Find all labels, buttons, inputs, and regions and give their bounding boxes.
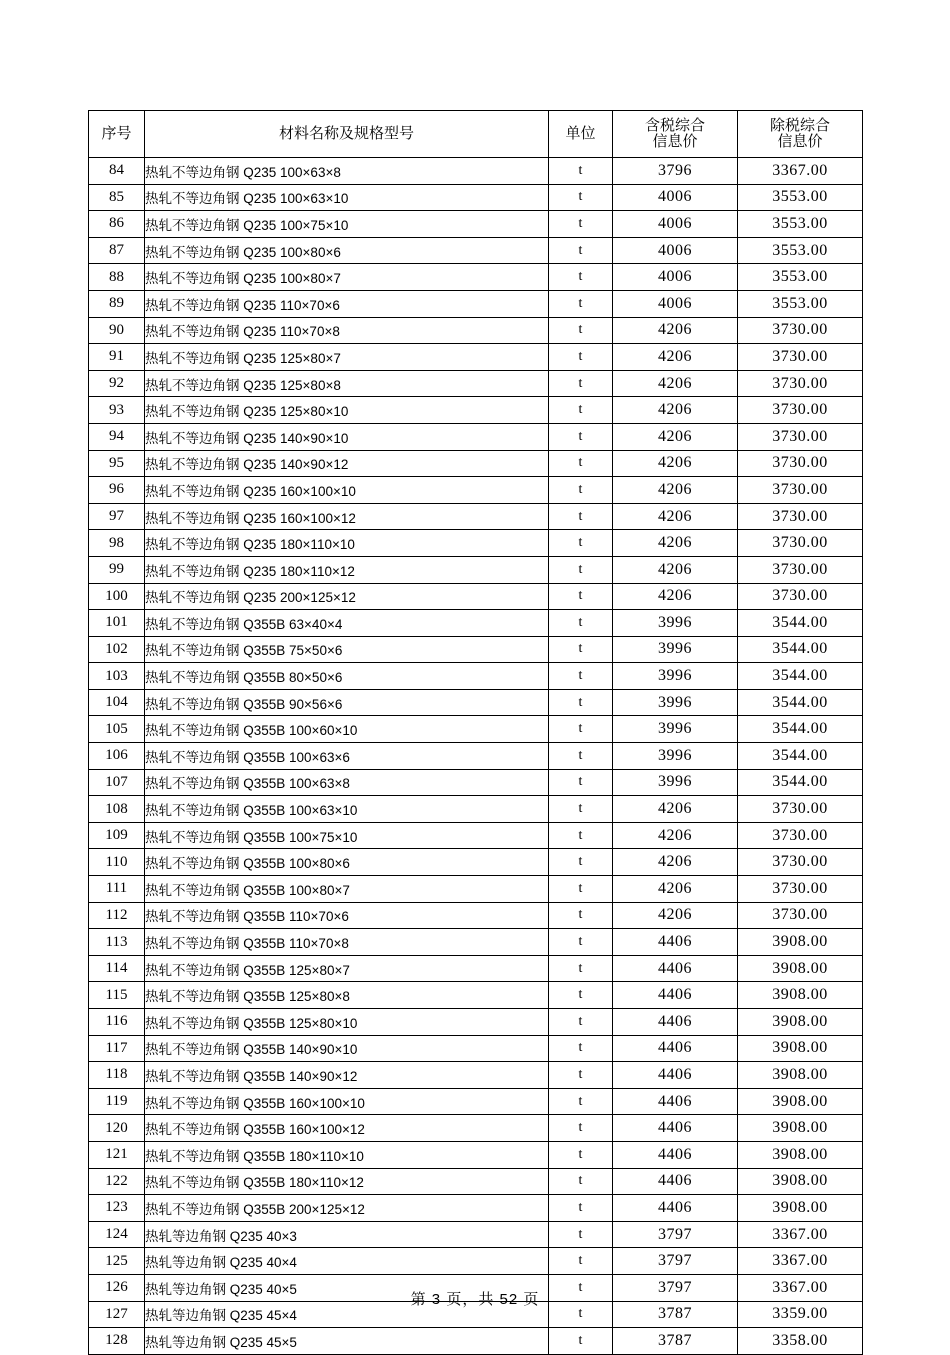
cell-seq: 124	[89, 1221, 145, 1248]
cell-material-name: 热轧不等边角钢 Q355B 75×50×6	[145, 636, 549, 663]
cell-price-with-tax: 4406	[613, 1035, 738, 1062]
cell-material-name: 热轧不等边角钢 Q235 125×80×8	[145, 370, 549, 397]
cell-seq: 100	[89, 583, 145, 610]
table-row	[89, 158, 863, 185]
cell-price-without-tax: 3730.00	[738, 902, 863, 929]
cell-seq: 101	[89, 610, 145, 637]
table-row	[89, 1009, 863, 1036]
cell-price-with-tax: 4206	[613, 849, 738, 876]
cell-seq: 115	[89, 982, 145, 1009]
cell-unit: t	[549, 743, 613, 770]
cell-unit: t	[549, 663, 613, 690]
cell-price-with-tax: 4406	[613, 1168, 738, 1195]
cell-seq: 120	[89, 1115, 145, 1142]
cell-seq: 105	[89, 716, 145, 743]
table-header	[89, 111, 863, 158]
cell-price-without-tax: 3730.00	[738, 530, 863, 557]
cell-price-without-tax: 3367.00	[738, 1248, 863, 1275]
cell-seq: 126	[89, 1274, 145, 1301]
cell-price-without-tax: 3544.00	[738, 663, 863, 690]
cell-material-name: 热轧不等边角钢 Q355B 140×90×12	[145, 1062, 549, 1089]
table-row	[89, 1088, 863, 1115]
table-row	[89, 237, 863, 264]
cell-unit: t	[549, 1301, 613, 1328]
cell-unit: t	[549, 397, 613, 424]
cell-unit: t	[549, 822, 613, 849]
cell-material-name: 热轧不等边角钢 Q235 160×100×12	[145, 503, 549, 530]
cell-price-without-tax: 3908.00	[738, 1115, 863, 1142]
cell-material-name: 热轧不等边角钢 Q355B 125×80×7	[145, 955, 549, 982]
cell-price-with-tax: 4206	[613, 822, 738, 849]
cell-price-with-tax: 3996	[613, 716, 738, 743]
cell-unit: t	[549, 423, 613, 450]
cell-price-without-tax: 3553.00	[738, 264, 863, 291]
cell-price-with-tax: 3797	[613, 1221, 738, 1248]
cell-price-without-tax: 3730.00	[738, 423, 863, 450]
cell-unit: t	[549, 1009, 613, 1036]
cell-seq: 88	[89, 264, 145, 291]
table-row	[89, 1248, 863, 1275]
table-row	[89, 982, 863, 1009]
cell-unit: t	[549, 1328, 613, 1355]
table-row	[89, 556, 863, 583]
cell-price-without-tax: 3908.00	[738, 1088, 863, 1115]
cell-unit: t	[549, 477, 613, 504]
cell-price-with-tax: 4406	[613, 1141, 738, 1168]
table-row	[89, 902, 863, 929]
cell-price-without-tax: 3908.00	[738, 1062, 863, 1089]
cell-unit: t	[549, 556, 613, 583]
cell-price-with-tax: 4206	[613, 503, 738, 530]
cell-price-with-tax: 4206	[613, 902, 738, 929]
table-header-row	[89, 111, 863, 158]
cell-price-with-tax: 4406	[613, 1009, 738, 1036]
material-price-table	[88, 110, 863, 1355]
cell-material-name: 热轧不等边角钢 Q235 100×80×7	[145, 264, 549, 291]
cell-price-with-tax: 4206	[613, 344, 738, 371]
cell-price-without-tax: 3730.00	[738, 876, 863, 903]
cell-unit: t	[549, 1141, 613, 1168]
table-row	[89, 955, 863, 982]
cell-seq: 97	[89, 503, 145, 530]
table-row	[89, 450, 863, 477]
cell-seq: 87	[89, 237, 145, 264]
cell-unit: t	[549, 158, 613, 185]
cell-seq: 114	[89, 955, 145, 982]
cell-material-name: 热轧不等边角钢 Q235 140×90×10	[145, 423, 549, 450]
cell-seq: 99	[89, 556, 145, 583]
cell-price-without-tax: 3544.00	[738, 636, 863, 663]
cell-seq: 102	[89, 636, 145, 663]
cell-seq: 93	[89, 397, 145, 424]
cell-seq: 95	[89, 450, 145, 477]
cell-unit: t	[549, 689, 613, 716]
cell-price-with-tax: 4006	[613, 211, 738, 238]
table-row	[89, 1168, 863, 1195]
cell-unit: t	[549, 290, 613, 317]
cell-unit: t	[549, 1274, 613, 1301]
cell-unit: t	[549, 1035, 613, 1062]
table-row	[89, 1062, 863, 1089]
cell-seq: 121	[89, 1141, 145, 1168]
cell-material-name: 热轧不等边角钢 Q235 200×125×12	[145, 583, 549, 610]
cell-price-with-tax: 4206	[613, 317, 738, 344]
cell-seq: 85	[89, 184, 145, 211]
cell-material-name: 热轧不等边角钢 Q235 100×80×6	[145, 237, 549, 264]
table-row	[89, 290, 863, 317]
cell-price-with-tax: 4406	[613, 1088, 738, 1115]
cell-unit: t	[549, 1115, 613, 1142]
table-row	[89, 849, 863, 876]
cell-price-with-tax: 3996	[613, 636, 738, 663]
cell-price-with-tax: 4206	[613, 796, 738, 823]
cell-seq: 96	[89, 477, 145, 504]
cell-price-without-tax: 3730.00	[738, 796, 863, 823]
cell-price-without-tax: 3544.00	[738, 743, 863, 770]
table-row	[89, 743, 863, 770]
cell-material-name: 热轧不等边角钢 Q355B 125×80×10	[145, 1009, 549, 1036]
cell-material-name: 热轧等边角钢 Q235 45×5	[145, 1328, 549, 1355]
cell-price-with-tax: 3797	[613, 1274, 738, 1301]
cell-price-with-tax: 4206	[613, 423, 738, 450]
price-table-container	[88, 110, 862, 1355]
cell-seq: 123	[89, 1195, 145, 1222]
table-row	[89, 397, 863, 424]
table-row	[89, 211, 863, 238]
cell-seq: 106	[89, 743, 145, 770]
cell-seq: 92	[89, 370, 145, 397]
cell-unit: t	[549, 796, 613, 823]
cell-seq: 91	[89, 344, 145, 371]
cell-price-without-tax: 3544.00	[738, 610, 863, 637]
table-row	[89, 769, 863, 796]
cell-material-name: 热轧不等边角钢 Q355B 125×80×8	[145, 982, 549, 1009]
cell-seq: 107	[89, 769, 145, 796]
cell-material-name: 热轧不等边角钢 Q235 100×75×10	[145, 211, 549, 238]
cell-price-with-tax: 4206	[613, 583, 738, 610]
cell-unit: t	[549, 370, 613, 397]
cell-price-without-tax: 3908.00	[738, 1195, 863, 1222]
table-row	[89, 610, 863, 637]
cell-material-name: 热轧不等边角钢 Q355B 180×110×12	[145, 1168, 549, 1195]
cell-unit: t	[549, 1221, 613, 1248]
cell-price-with-tax: 4206	[613, 477, 738, 504]
cell-unit: t	[549, 530, 613, 557]
cell-price-with-tax: 4006	[613, 290, 738, 317]
cell-price-with-tax: 3797	[613, 1248, 738, 1275]
cell-price-with-tax: 4006	[613, 264, 738, 291]
cell-price-without-tax: 3908.00	[738, 1035, 863, 1062]
cell-seq: 84	[89, 158, 145, 185]
table-row	[89, 344, 863, 371]
table-row	[89, 317, 863, 344]
cell-material-name: 热轧不等边角钢 Q355B 80×50×6	[145, 663, 549, 690]
cell-material-name: 热轧不等边角钢 Q355B 100×80×6	[145, 849, 549, 876]
cell-unit: t	[549, 876, 613, 903]
cell-unit: t	[549, 1088, 613, 1115]
cell-material-name: 热轧不等边角钢 Q235 110×70×6	[145, 290, 549, 317]
cell-price-without-tax: 3553.00	[738, 184, 863, 211]
cell-price-with-tax: 4006	[613, 184, 738, 211]
cell-material-name: 热轧不等边角钢 Q235 180×110×12	[145, 556, 549, 583]
column-header-seq: 序号	[89, 111, 145, 158]
cell-seq: 94	[89, 423, 145, 450]
cell-material-name: 热轧不等边角钢 Q235 140×90×12	[145, 450, 549, 477]
cell-price-without-tax: 3730.00	[738, 317, 863, 344]
header-without-tax-line2: 信息价	[777, 133, 823, 150]
table-row	[89, 876, 863, 903]
cell-price-without-tax: 3908.00	[738, 1009, 863, 1036]
table-row	[89, 477, 863, 504]
header-with-tax-line2: 信息价	[652, 133, 698, 150]
cell-price-without-tax: 3730.00	[738, 477, 863, 504]
cell-price-without-tax: 3730.00	[738, 370, 863, 397]
cell-price-without-tax: 3553.00	[738, 237, 863, 264]
cell-unit: t	[549, 955, 613, 982]
cell-price-with-tax: 3996	[613, 610, 738, 637]
table-row	[89, 689, 863, 716]
cell-material-name: 热轧等边角钢 Q235 40×5	[145, 1274, 549, 1301]
cell-price-with-tax: 4206	[613, 397, 738, 424]
cell-material-name: 热轧等边角钢 Q235 40×4	[145, 1248, 549, 1275]
cell-seq: 128	[89, 1328, 145, 1355]
cell-material-name: 热轧不等边角钢 Q355B 180×110×10	[145, 1141, 549, 1168]
cell-unit: t	[549, 184, 613, 211]
cell-seq: 86	[89, 211, 145, 238]
cell-price-without-tax: 3553.00	[738, 290, 863, 317]
column-header-price-without-tax	[738, 111, 863, 158]
cell-unit: t	[549, 982, 613, 1009]
cell-price-with-tax: 4206	[613, 556, 738, 583]
cell-unit: t	[549, 902, 613, 929]
cell-price-without-tax: 3544.00	[738, 689, 863, 716]
cell-material-name: 热轧不等边角钢 Q235 160×100×10	[145, 477, 549, 504]
cell-unit: t	[549, 849, 613, 876]
cell-seq: 110	[89, 849, 145, 876]
cell-material-name: 热轧不等边角钢 Q355B 100×63×6	[145, 743, 549, 770]
cell-unit: t	[549, 211, 613, 238]
cell-price-with-tax: 4406	[613, 1062, 738, 1089]
cell-price-with-tax: 4406	[613, 1115, 738, 1142]
cell-material-name: 热轧不等边角钢 Q235 125×80×10	[145, 397, 549, 424]
cell-material-name: 热轧不等边角钢 Q355B 90×56×6	[145, 689, 549, 716]
cell-price-with-tax: 3996	[613, 689, 738, 716]
cell-seq: 89	[89, 290, 145, 317]
cell-price-with-tax: 4406	[613, 982, 738, 1009]
cell-unit: t	[549, 264, 613, 291]
cell-price-with-tax: 4406	[613, 955, 738, 982]
cell-seq: 98	[89, 530, 145, 557]
cell-price-without-tax: 3367.00	[738, 1274, 863, 1301]
cell-price-without-tax: 3908.00	[738, 1141, 863, 1168]
cell-seq: 108	[89, 796, 145, 823]
table-row	[89, 929, 863, 956]
cell-seq: 119	[89, 1088, 145, 1115]
column-header-unit: 单位	[549, 111, 613, 158]
cell-unit: t	[549, 769, 613, 796]
cell-seq: 111	[89, 876, 145, 903]
cell-material-name: 热轧不等边角钢 Q355B 100×75×10	[145, 822, 549, 849]
cell-price-without-tax: 3730.00	[738, 556, 863, 583]
table-row	[89, 796, 863, 823]
cell-price-with-tax: 3996	[613, 769, 738, 796]
page-footer: 第 3 页，共 52 页	[410, 1291, 540, 1308]
cell-price-without-tax: 3730.00	[738, 397, 863, 424]
cell-price-with-tax: 4406	[613, 1195, 738, 1222]
cell-material-name: 热轧等边角钢 Q235 45×4	[145, 1301, 549, 1328]
cell-seq: 117	[89, 1035, 145, 1062]
table-body	[89, 158, 863, 1355]
column-header-name: 材料名称及规格型号	[145, 111, 549, 158]
cell-material-name: 热轧不等边角钢 Q355B 100×63×8	[145, 769, 549, 796]
table-row	[89, 423, 863, 450]
cell-price-without-tax: 3358.00	[738, 1328, 863, 1355]
table-row	[89, 503, 863, 530]
table-row	[89, 530, 863, 557]
cell-material-name: 热轧不等边角钢 Q235 125×80×7	[145, 344, 549, 371]
cell-price-with-tax: 4206	[613, 450, 738, 477]
cell-price-without-tax: 3730.00	[738, 583, 863, 610]
column-header-price-with-tax	[613, 111, 738, 158]
cell-price-with-tax: 4006	[613, 237, 738, 264]
cell-price-without-tax: 3908.00	[738, 1168, 863, 1195]
cell-price-without-tax: 3553.00	[738, 211, 863, 238]
cell-price-without-tax: 3544.00	[738, 716, 863, 743]
cell-price-without-tax: 3908.00	[738, 982, 863, 1009]
table-row	[89, 1328, 863, 1355]
cell-seq: 90	[89, 317, 145, 344]
cell-unit: t	[549, 1248, 613, 1275]
cell-seq: 122	[89, 1168, 145, 1195]
cell-seq: 127	[89, 1301, 145, 1328]
table-row	[89, 1035, 863, 1062]
cell-unit: t	[549, 503, 613, 530]
cell-material-name: 热轧不等边角钢 Q355B 100×80×7	[145, 876, 549, 903]
cell-unit: t	[549, 1168, 613, 1195]
cell-material-name: 热轧不等边角钢 Q235 180×110×10	[145, 530, 549, 557]
table-row	[89, 370, 863, 397]
cell-unit: t	[549, 344, 613, 371]
cell-unit: t	[549, 450, 613, 477]
cell-seq: 112	[89, 902, 145, 929]
cell-price-with-tax: 4206	[613, 530, 738, 557]
table-row	[89, 663, 863, 690]
cell-price-without-tax: 3730.00	[738, 450, 863, 477]
cell-price-without-tax: 3359.00	[738, 1301, 863, 1328]
header-with-tax-line1: 含税综合	[644, 116, 705, 134]
cell-material-name: 热轧不等边角钢 Q355B 110×70×8	[145, 929, 549, 956]
cell-price-without-tax: 3730.00	[738, 822, 863, 849]
cell-price-with-tax: 3787	[613, 1328, 738, 1355]
cell-seq: 103	[89, 663, 145, 690]
header-without-tax-line1: 除税综合	[769, 116, 830, 134]
cell-price-with-tax: 4206	[613, 370, 738, 397]
cell-price-with-tax: 3796	[613, 158, 738, 185]
cell-material-name: 热轧不等边角钢 Q355B 100×60×10	[145, 716, 549, 743]
table-row	[89, 1115, 863, 1142]
cell-unit: t	[549, 716, 613, 743]
cell-material-name: 热轧不等边角钢 Q235 100×63×8	[145, 158, 549, 185]
table-row	[89, 264, 863, 291]
cell-price-without-tax: 3908.00	[738, 955, 863, 982]
cell-price-with-tax: 3996	[613, 743, 738, 770]
cell-material-name: 热轧等边角钢 Q235 40×3	[145, 1221, 549, 1248]
cell-price-with-tax: 3787	[613, 1301, 738, 1328]
cell-material-name: 热轧不等边角钢 Q235 100×63×10	[145, 184, 549, 211]
cell-price-without-tax: 3367.00	[738, 1221, 863, 1248]
table-row	[89, 636, 863, 663]
cell-seq: 109	[89, 822, 145, 849]
cell-price-without-tax: 3544.00	[738, 769, 863, 796]
cell-material-name: 热轧不等边角钢 Q355B 140×90×10	[145, 1035, 549, 1062]
cell-price-without-tax: 3730.00	[738, 849, 863, 876]
cell-material-name: 热轧不等边角钢 Q355B 200×125×12	[145, 1195, 549, 1222]
cell-material-name: 热轧不等边角钢 Q355B 100×63×10	[145, 796, 549, 823]
table-row	[89, 1221, 863, 1248]
cell-unit: t	[549, 583, 613, 610]
cell-seq: 113	[89, 929, 145, 956]
cell-seq: 104	[89, 689, 145, 716]
cell-unit: t	[549, 237, 613, 264]
cell-price-without-tax: 3367.00	[738, 158, 863, 185]
cell-price-without-tax: 3730.00	[738, 503, 863, 530]
cell-price-with-tax: 4406	[613, 929, 738, 956]
table-row	[89, 583, 863, 610]
cell-price-with-tax: 3996	[613, 663, 738, 690]
cell-material-name: 热轧不等边角钢 Q355B 63×40×4	[145, 610, 549, 637]
cell-unit: t	[549, 317, 613, 344]
table-row	[89, 1141, 863, 1168]
cell-seq: 125	[89, 1248, 145, 1275]
table-row	[89, 716, 863, 743]
cell-unit: t	[549, 1062, 613, 1089]
cell-unit: t	[549, 610, 613, 637]
cell-seq: 116	[89, 1009, 145, 1036]
cell-material-name: 热轧不等边角钢 Q355B 110×70×6	[145, 902, 549, 929]
cell-unit: t	[549, 636, 613, 663]
table-row	[89, 822, 863, 849]
cell-price-without-tax: 3908.00	[738, 929, 863, 956]
cell-unit: t	[549, 1195, 613, 1222]
cell-unit: t	[549, 929, 613, 956]
table-row	[89, 1195, 863, 1222]
cell-material-name: 热轧不等边角钢 Q355B 160×100×10	[145, 1088, 549, 1115]
cell-material-name: 热轧不等边角钢 Q235 110×70×8	[145, 317, 549, 344]
table-row	[89, 184, 863, 211]
cell-seq: 118	[89, 1062, 145, 1089]
cell-price-without-tax: 3730.00	[738, 344, 863, 371]
cell-material-name: 热轧不等边角钢 Q355B 160×100×12	[145, 1115, 549, 1142]
cell-price-with-tax: 4206	[613, 876, 738, 903]
